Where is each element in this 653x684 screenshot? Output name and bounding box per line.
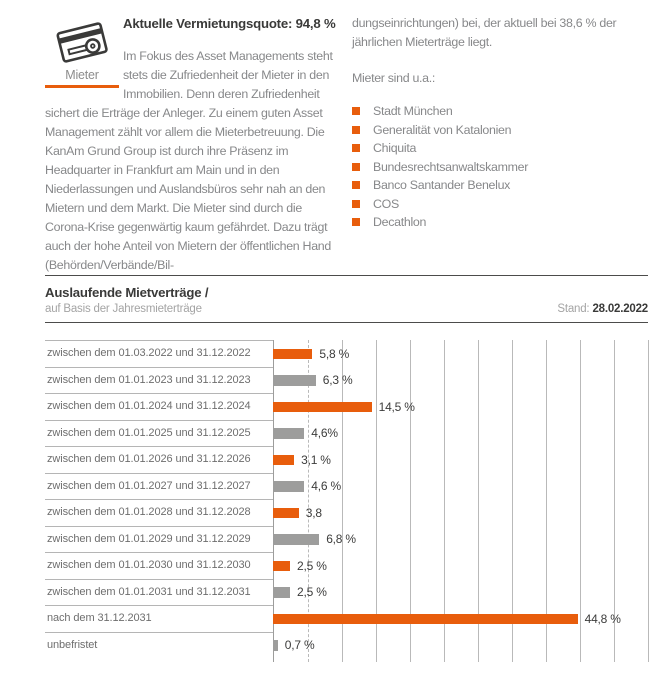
chart-header: [45, 276, 648, 322]
tenant-name: Generalität von Katalonien: [373, 122, 512, 137]
intro-paragraph-left: Im Fokus des Asset Managements steht stets die Zufriedenheit der Mieter in den Immobilien. Denn deren Zufriedenheit sichert die Erträge der Anleger. Zu einem guten Asset Management zählt vor allem die Mieterbetreuung. Die KanAm Grund Group ist durch ihre Präsenz im Headquarter in Frankfurt am Main und in den Niederlassungen und Auslandsbüros sehr nah an den Mietern und dem Markt. Die Mieter sind durch die Corona-Krise gegenwärtig kaum gefährdet. Dazu trägt auch der hohe Anteil von Mietern der öffentlichen Hand (Behörden/Verbände/Bil-: [45, 49, 333, 272]
chart-bar-value: 44,8 %: [584, 611, 621, 626]
chart-row-label: zwischen dem 01.01.2025 und 31.12.2025: [45, 420, 273, 447]
chart-row-label: zwischen dem 01.03.2022 und 31.12.2022: [45, 340, 273, 367]
chart-rows: [45, 340, 648, 658]
chart-row-label: zwischen dem 01.01.2028 und 31.12.2028: [45, 499, 273, 526]
tenant-icon-label: Mieter: [65, 68, 99, 82]
keycard-icon: [53, 20, 111, 70]
tenant-list-item: [352, 102, 640, 121]
chart-row: [45, 340, 648, 367]
tenant-list-item: [352, 195, 640, 214]
as-of-value: 28.02.2022: [592, 303, 648, 315]
chart-row: [45, 367, 648, 394]
chart-bar-value: 3,8: [305, 505, 322, 520]
chart-bar: [273, 534, 319, 545]
bullet-square-icon: [352, 200, 360, 208]
bullet-square-icon: [352, 181, 360, 189]
chart-bar: [273, 428, 304, 439]
tenant-list-item: [352, 213, 640, 232]
tenant-list-item: [352, 121, 640, 140]
chart-row-label: unbefristet: [45, 632, 273, 659]
chart-bar: [273, 640, 278, 651]
tenants-heading: Mieter sind u.a.:: [352, 71, 436, 85]
chart-bar-value: 0,7 %: [284, 638, 315, 653]
chart-bar-value: 14,5 %: [378, 399, 415, 414]
chart-row: [45, 632, 648, 659]
chart-row-label: zwischen dem 01.01.2023 und 31.12.2023: [45, 367, 273, 394]
tenant-name: Bundesrechtsanwaltskammer: [373, 159, 529, 174]
chart-row-label: zwischen dem 01.01.2024 und 31.12.2024: [45, 393, 273, 420]
chart-bar-value: 6,3 %: [322, 373, 353, 388]
chart-row: [45, 420, 648, 447]
occupancy-rate-heading: Aktuelle Vermietungsquote: 94,8 %: [123, 16, 336, 31]
intro-left-column: [45, 14, 342, 275]
chart-bar: [273, 455, 294, 466]
divider-bottom: [45, 322, 648, 323]
chart-bar-value: 6,8 %: [326, 532, 356, 547]
chart-row-label: nach dem 31.12.2031: [45, 605, 273, 632]
intro-paragraph-right: dungseinrichtungen) bei, der aktuell bei 38,6 % der jährlichen Mieterträge liegt.: [352, 16, 617, 49]
tenant-name: Banco Santander Benelux: [373, 178, 511, 193]
chart-bar: [273, 402, 372, 413]
chart-row: [45, 605, 648, 632]
gridline-55pct: [648, 340, 649, 662]
chart-row-label: zwischen dem 01.01.2027 und 31.12.2027: [45, 473, 273, 500]
chart-row: [45, 579, 648, 606]
chart-bar-value: 2,5 %: [297, 585, 327, 600]
tenant-list-item: [352, 176, 640, 195]
intro-right-column: [352, 14, 640, 275]
tenant-list: [352, 102, 640, 232]
chart-bar: [273, 375, 316, 386]
chart-bar: [273, 508, 299, 519]
chart-bar-value: 4,6%: [311, 426, 338, 441]
bullet-square-icon: [352, 218, 360, 226]
chart-bar-value: 2,5 %: [297, 558, 327, 573]
chart-row: [45, 446, 648, 473]
chart-bar-value: 4,6 %: [311, 479, 341, 494]
tenant-icon-block: [45, 20, 119, 88]
bullet-square-icon: [352, 126, 360, 134]
chart-row: [45, 473, 648, 500]
chart-bar: [273, 481, 304, 492]
tenant-name: Chiquita: [373, 141, 417, 156]
chart-row: [45, 499, 648, 526]
intro-section: [45, 14, 648, 275]
chart-title: Auslaufende Mietverträge /: [45, 285, 209, 300]
chart-row: [45, 552, 648, 579]
chart-bar: [273, 349, 312, 360]
tenant-name: Stadt München: [373, 104, 453, 119]
bullet-square-icon: [352, 107, 360, 115]
chart-row-label: zwischen dem 01.01.2026 und 31.12.2026: [45, 446, 273, 473]
chart-bar: [273, 561, 290, 572]
bullet-square-icon: [352, 144, 360, 152]
bullet-square-icon: [352, 163, 360, 171]
chart-bar: [273, 614, 578, 625]
icon-underline: [45, 85, 119, 88]
chart-row-label: zwischen dem 01.01.2029 und 31.12.2029: [45, 526, 273, 553]
chart-bar-value: 5,8 %: [319, 346, 350, 361]
as-of-date: [557, 303, 648, 315]
chart-row: [45, 393, 648, 420]
chart-row-label: zwischen dem 01.01.2031 und 31.12.2031: [45, 579, 273, 606]
chart-bar-value: 3,1 %: [301, 452, 331, 467]
lease-expiry-chart: [45, 340, 648, 658]
tenant-list-item: [352, 139, 640, 158]
chart-subtitle: auf Basis der Jahresmieterträge: [45, 303, 202, 315]
tenant-name: Decathlon: [373, 215, 427, 230]
as-of-label: Stand:: [557, 303, 590, 315]
chart-row-label: zwischen dem 01.01.2030 und 31.12.2030: [45, 552, 273, 579]
tenant-name: COS: [373, 196, 399, 211]
tenant-list-item: [352, 158, 640, 177]
chart-bar: [273, 587, 290, 598]
chart-row: [45, 526, 648, 553]
